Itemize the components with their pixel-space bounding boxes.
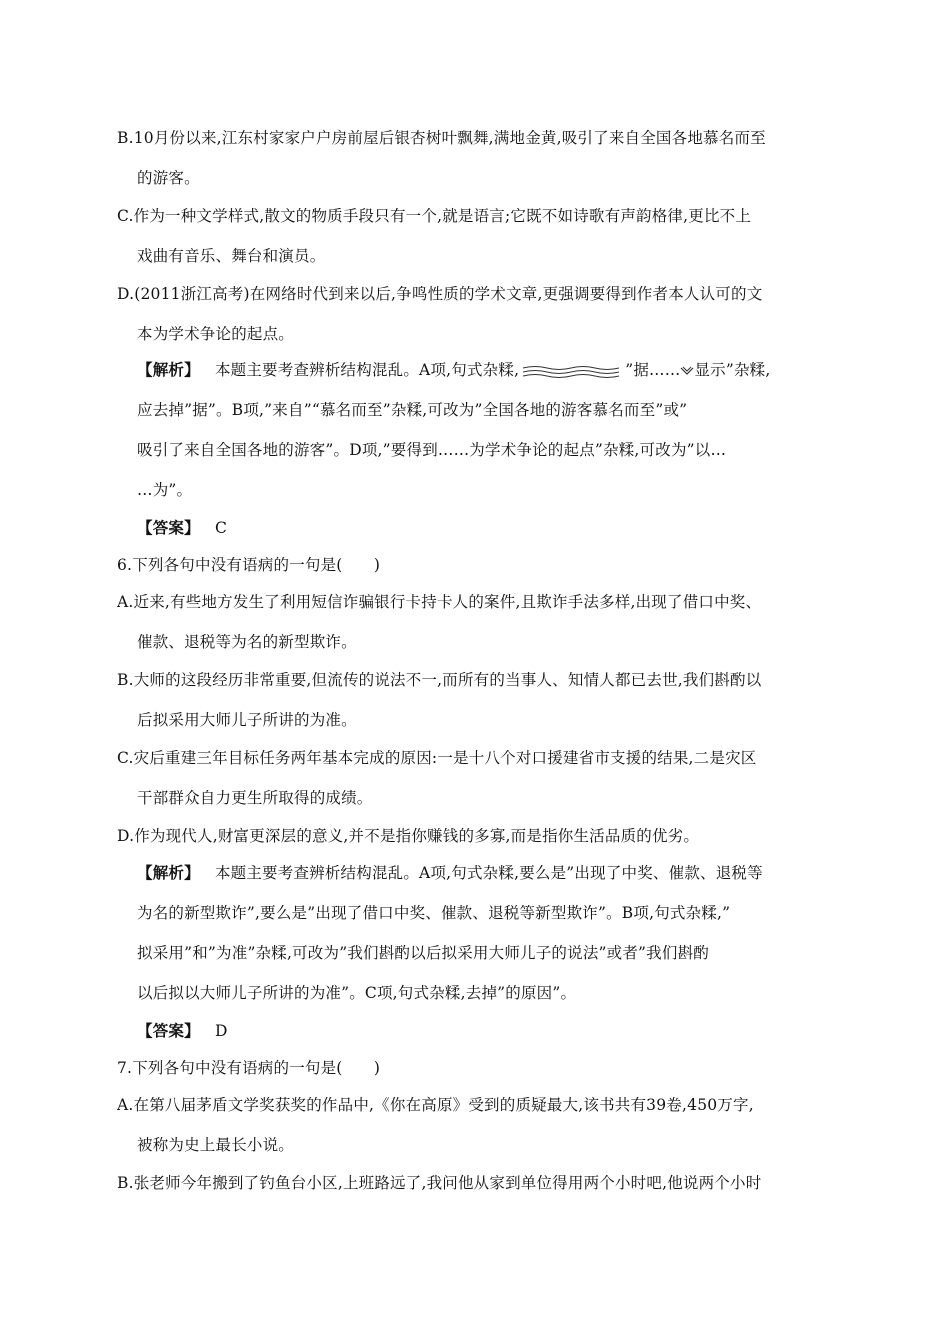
q5-analysis-line1	[137, 360, 771, 380]
analysis-tag: 【解析】	[137, 360, 200, 379]
analysis-text: 本题主要考查辨析结构混乱。A项,句式杂糅,要么是”出现了中奖、催款、退税等	[214, 864, 763, 882]
answer-value: C	[214, 519, 228, 537]
analysis-tag: 【解析】	[137, 863, 200, 882]
q7-option-a-line1: A.在第八届茅盾文学奖获奖的作品中,《你在高原》受到的质疑最大,该书共有39卷,450万字,	[117, 1096, 754, 1114]
q6-analysis-line2: 为名的新型欺诈”,要么是”出现了借口中奖、催款、退税等新型欺诈”。B项,句式杂糅,”	[137, 904, 731, 922]
answer-tag: 【答案】	[137, 1021, 200, 1040]
q6-answer	[137, 1021, 228, 1041]
q5-option-b-line2: 的游客。	[137, 169, 200, 187]
analysis-text: ”据……	[625, 361, 681, 379]
chevron-mark-icon	[680, 366, 694, 376]
q5-answer	[137, 518, 227, 538]
answer-value: D	[214, 1022, 228, 1040]
q5-option-c-line2: 戏曲有音乐、舞台和演员。	[137, 247, 326, 265]
q6-analysis-line1	[137, 863, 763, 883]
q6-option-c-line2: 干部群众自力更生所取得的成绩。	[137, 789, 373, 807]
q5-option-b-line1: B.10月份以来,江东村家家户户房前屋后银杏树叶飘舞,满地金黄,吸引了来自全国各地慕名而至	[117, 129, 766, 147]
q6-option-c-line1: C.灾后重建三年目标任务两年基本完成的原因:一是十八个对口援建省市支援的结果,二是灾区	[117, 749, 757, 767]
q5-analysis-line2: 应去掉”据”。B项,”来自”“慕名而至”杂糅,可改为”全国各地的游客慕名而至”或”	[137, 401, 688, 419]
q6-analysis-line4: 以后拟以大师儿子所讲的为准”。C项,句式杂糅,去掉”的原因”。	[137, 984, 577, 1002]
q6-option-d-line1: D.作为现代人,财富更深层的意义,并不是指你赚钱的多寡,而是指你生活品质的优劣。	[117, 827, 700, 845]
analysis-text: 本题主要考查辨析结构混乱。A项,句式杂糅,	[214, 361, 520, 379]
q6-option-a-line1: A.近来,有些地方发生了利用短信诈骗银行卡持卡人的案件,且欺诈手法多样,出现了借口中奖、	[117, 593, 762, 611]
answer-tag: 【答案】	[137, 518, 200, 537]
q7-option-b-line1: B.张老师今年搬到了钓鱼台小区,上班路远了,我问他从家到单位得用两个小时吧,他说两个小时	[117, 1174, 762, 1192]
q7-option-a-line2: 被称为史上最长小说。	[137, 1136, 295, 1154]
q5-option-d-line2: 本为学术争论的起点。	[137, 325, 295, 343]
question-6-stem: 6.下列各句中没有语病的一句是( )	[117, 556, 381, 574]
q5-option-d-line1: D.(2011浙江高考)在网络时代到来以后,争鸣性质的学术文章,更强调要得到作者本人认可的文	[117, 285, 763, 303]
q6-option-a-line2: 催款、退税等为名的新型欺诈。	[137, 633, 357, 651]
wavy-underline-mark	[521, 364, 623, 378]
analysis-text: 显示”杂糅,	[694, 361, 771, 379]
q5-analysis-line4: …为”。	[137, 481, 193, 499]
q5-analysis-line3: 吸引了来自全国各地的游客”。D项,”要得到……为学术争论的起点”杂糅,可改为”以…	[137, 441, 727, 459]
q5-option-c-line1: C.作为一种文学样式,散文的物质手段只有一个,就是语言;它既不如诗歌有声韵格律,更比不上	[117, 207, 752, 225]
q6-option-b-line2: 后拟采用大师儿子所讲的为准。	[137, 711, 357, 729]
question-7-stem: 7.下列各句中没有语病的一句是( )	[117, 1059, 381, 1077]
q6-analysis-line3: 拟采用”和”为准”杂糅,可改为”我们斟酌以后拟采用大师儿子的说法”或者”我们斟酌	[137, 944, 709, 962]
q6-option-b-line1: B.大师的这段经历非常重要,但流传的说法不一,而所有的当事人、知情人都已去世,我们斟酌以	[117, 671, 762, 689]
